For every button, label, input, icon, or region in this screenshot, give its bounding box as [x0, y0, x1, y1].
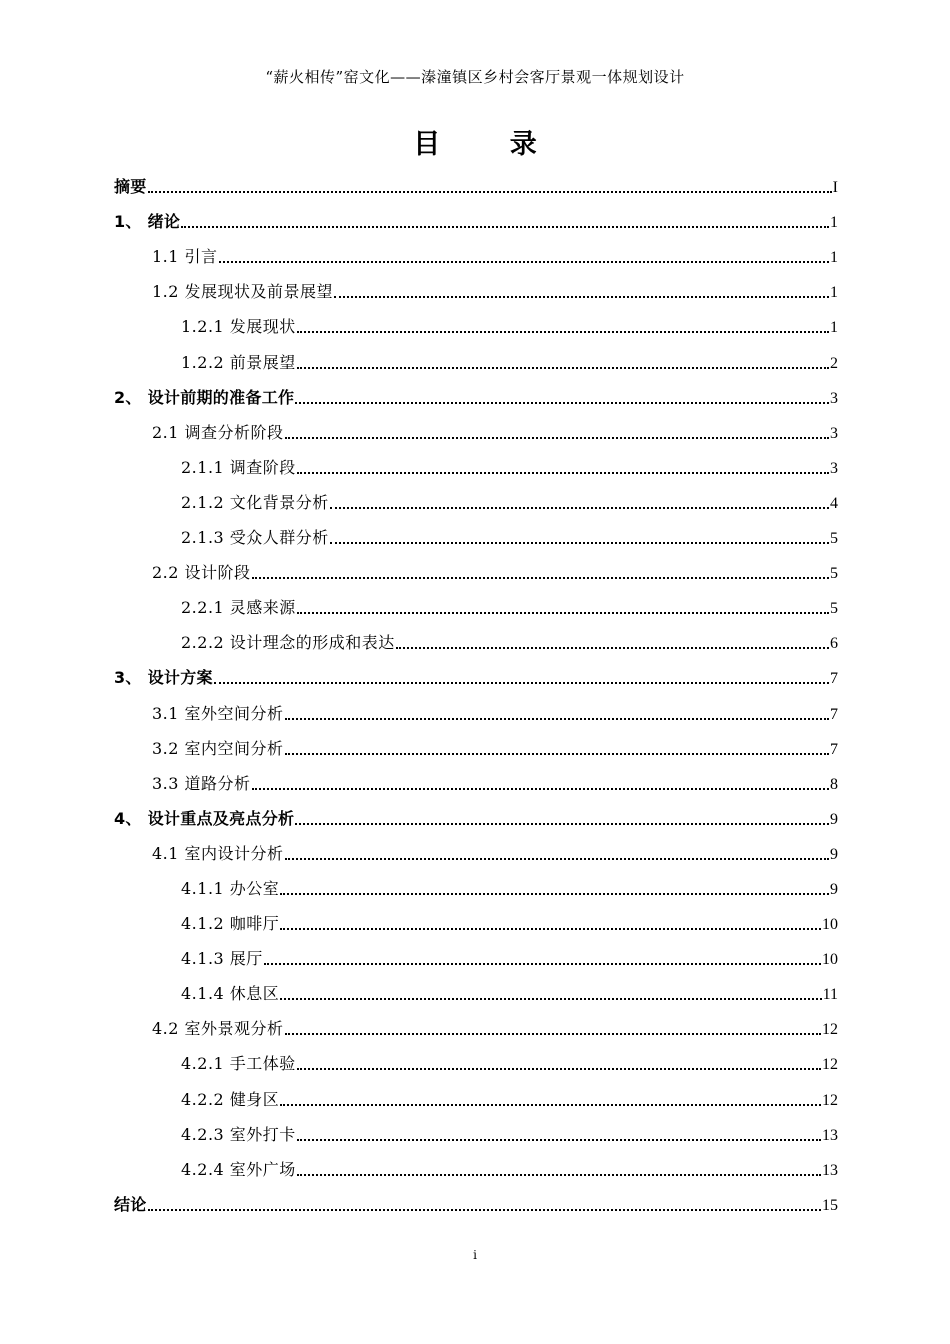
- dot-leader: [297, 1139, 821, 1141]
- toc-entry-page: 9: [830, 810, 838, 828]
- dot-leader: [252, 788, 829, 790]
- toc-entry-page: 1: [830, 319, 838, 337]
- toc-entry-page: 12: [822, 1091, 838, 1109]
- dot-leader: [148, 191, 832, 193]
- toc-entry-page: I: [832, 179, 838, 197]
- page-number: i: [473, 1248, 477, 1262]
- toc-entry[interactable]: [114, 413, 838, 448]
- toc-entry-page: 5: [830, 565, 838, 583]
- toc-entry[interactable]: [114, 869, 838, 904]
- toc-entry-page: 15: [822, 1196, 838, 1214]
- toc-entry-title: 1.1 引言: [152, 247, 218, 267]
- dot-leader: [285, 437, 829, 439]
- dot-leader: [148, 1209, 821, 1211]
- toc-entry-page: 7: [830, 670, 838, 688]
- toc-entry-page: 1: [830, 284, 838, 302]
- toc-entry[interactable]: [114, 729, 838, 764]
- toc-entry-title: 4、 设计重点及亮点分析: [114, 808, 295, 828]
- toc-entry-page: 5: [830, 530, 838, 548]
- dot-leader: [264, 963, 821, 965]
- toc-entry-page: 12: [822, 1056, 838, 1074]
- toc-entry-title: 3、 设计方案: [114, 668, 213, 688]
- toc-entry-title: 4.2.1 手工体验: [181, 1054, 296, 1074]
- toc-entry-page: 6: [830, 635, 838, 653]
- toc-entry-title: 4.2.3 室外打卡: [181, 1124, 296, 1144]
- toc-entry-title: 4.2.4 室外广场: [181, 1159, 296, 1179]
- toc-entry[interactable]: [114, 693, 838, 728]
- toc-entry[interactable]: [114, 1185, 838, 1220]
- toc-entry[interactable]: [114, 1150, 838, 1185]
- dot-leader: [285, 718, 829, 720]
- toc-entry[interactable]: [114, 483, 838, 518]
- toc-entry-page: 7: [830, 740, 838, 758]
- toc-entry-title: 4.2 室外景观分析: [152, 1019, 284, 1039]
- toc-entry-title: 4.1.3 展厅: [181, 949, 263, 969]
- toc-entry-title: 3.2 室内空间分析: [152, 738, 284, 758]
- toc-entry-page: 1: [830, 249, 838, 267]
- toc-entry-page: 8: [830, 775, 838, 793]
- toc-entry-title: 结论: [114, 1194, 147, 1214]
- toc-entry-title: 2.2.2 设计理念的形成和表达: [181, 633, 395, 653]
- toc-entry-page: 1: [830, 214, 838, 232]
- toc-entry-page: 3: [830, 424, 838, 442]
- running-header: “薪火相传”窑文化——溱潼镇区乡村会客厅景观一体规划设计: [265, 68, 685, 86]
- dot-leader: [181, 226, 829, 228]
- toc-entry-title: 4.1.1 办公室: [181, 878, 280, 898]
- toc-entry-title: 4.2.2 健身区: [181, 1089, 280, 1109]
- dot-leader: [285, 753, 829, 755]
- toc-entry[interactable]: [114, 167, 838, 202]
- toc-entry[interactable]: [114, 588, 838, 623]
- toc-entry-title: 4.1.2 咖啡厅: [181, 914, 280, 934]
- toc-entry-title: 1、 绪论: [114, 212, 181, 232]
- toc-entry-page: 2: [830, 354, 838, 372]
- toc-entry-title: 2、 设计前期的准备工作: [114, 387, 295, 407]
- dot-leader: [214, 682, 829, 684]
- dot-leader: [285, 1033, 821, 1035]
- toc-entry-title: 2.1.2 文化背景分析: [181, 492, 329, 512]
- toc-entry[interactable]: [114, 1009, 838, 1044]
- toc-entry[interactable]: [114, 764, 838, 799]
- toc-entry-title: 3.1 室外空间分析: [152, 703, 284, 723]
- toc-entry-page: 4: [830, 494, 838, 512]
- toc-entry-page: 5: [830, 600, 838, 618]
- page-title: 目 录: [413, 129, 567, 160]
- toc-entry[interactable]: [114, 307, 838, 342]
- toc-entry-title: 2.1.1 调查阶段: [181, 457, 296, 477]
- toc-entry[interactable]: [114, 834, 838, 869]
- toc-entry-title: 1.2.2 前景展望: [181, 352, 296, 372]
- toc-entry[interactable]: [114, 553, 838, 588]
- toc-entry-page: 3: [830, 389, 838, 407]
- toc-entry-title: 2.2 设计阶段: [152, 563, 251, 583]
- dot-leader: [396, 647, 829, 649]
- toc-entry-title: 3.3 道路分析: [152, 773, 251, 793]
- toc-entry[interactable]: [114, 974, 838, 1009]
- dot-leader: [280, 998, 821, 1000]
- dot-leader: [285, 858, 829, 860]
- toc-entry[interactable]: [114, 342, 838, 377]
- toc-entry[interactable]: [114, 202, 838, 237]
- dot-leader: [297, 1174, 821, 1176]
- dot-leader: [295, 823, 829, 825]
- toc-entry-title: 2.2.1 灵感来源: [181, 598, 296, 618]
- toc-entry[interactable]: [114, 237, 838, 272]
- toc-entry-title: 2.1 调查分析阶段: [152, 422, 284, 442]
- dot-leader: [280, 893, 829, 895]
- toc-entry[interactable]: [114, 904, 838, 939]
- toc-entry-page: 9: [830, 845, 838, 863]
- toc-entry-title: 摘要: [114, 177, 147, 197]
- dot-leader: [297, 472, 829, 474]
- toc-entry-page: 13: [822, 1126, 838, 1144]
- toc-entry[interactable]: [114, 272, 838, 307]
- dot-leader: [280, 928, 821, 930]
- toc-entry[interactable]: [114, 939, 838, 974]
- toc-entry[interactable]: [114, 518, 838, 553]
- dot-leader: [297, 367, 829, 369]
- dot-leader: [297, 612, 829, 614]
- toc-entry[interactable]: [114, 448, 838, 483]
- toc-entry[interactable]: [114, 623, 838, 658]
- toc-entry-page: 10: [822, 951, 838, 969]
- toc-entry[interactable]: [114, 799, 838, 834]
- toc-entry[interactable]: [114, 378, 838, 413]
- toc-entry[interactable]: [114, 1079, 838, 1114]
- toc-entry-page: 9: [830, 880, 838, 898]
- toc-entry-page: 7: [830, 705, 838, 723]
- dot-leader: [297, 331, 829, 333]
- toc-entry-page: 12: [822, 1021, 838, 1039]
- toc-entry[interactable]: [114, 658, 838, 693]
- dot-leader: [334, 296, 829, 298]
- dot-leader: [330, 507, 829, 509]
- toc-entry-page: 3: [830, 459, 838, 477]
- toc-entry[interactable]: [114, 1044, 838, 1079]
- dot-leader: [297, 1068, 821, 1070]
- dot-leader: [295, 402, 829, 404]
- toc-entry[interactable]: [114, 1115, 838, 1150]
- dot-leader: [330, 542, 829, 544]
- toc-entry-title: 4.1.4 休息区: [181, 984, 280, 1004]
- dot-leader: [219, 261, 829, 263]
- toc-entry-title: 2.1.3 受众人群分析: [181, 528, 329, 548]
- toc-entry-page: 11: [822, 986, 838, 1004]
- toc-entry-page: 13: [822, 1161, 838, 1179]
- toc-entry-page: 10: [822, 916, 838, 934]
- toc-entry-title: 4.1 室内设计分析: [152, 843, 284, 863]
- dot-leader: [252, 577, 829, 579]
- toc-entry-title: 1.2 发展现状及前景展望: [152, 282, 334, 302]
- toc-entry-title: 1.2.1 发展现状: [181, 317, 296, 337]
- dot-leader: [280, 1104, 821, 1106]
- table-of-contents: [114, 167, 838, 1220]
